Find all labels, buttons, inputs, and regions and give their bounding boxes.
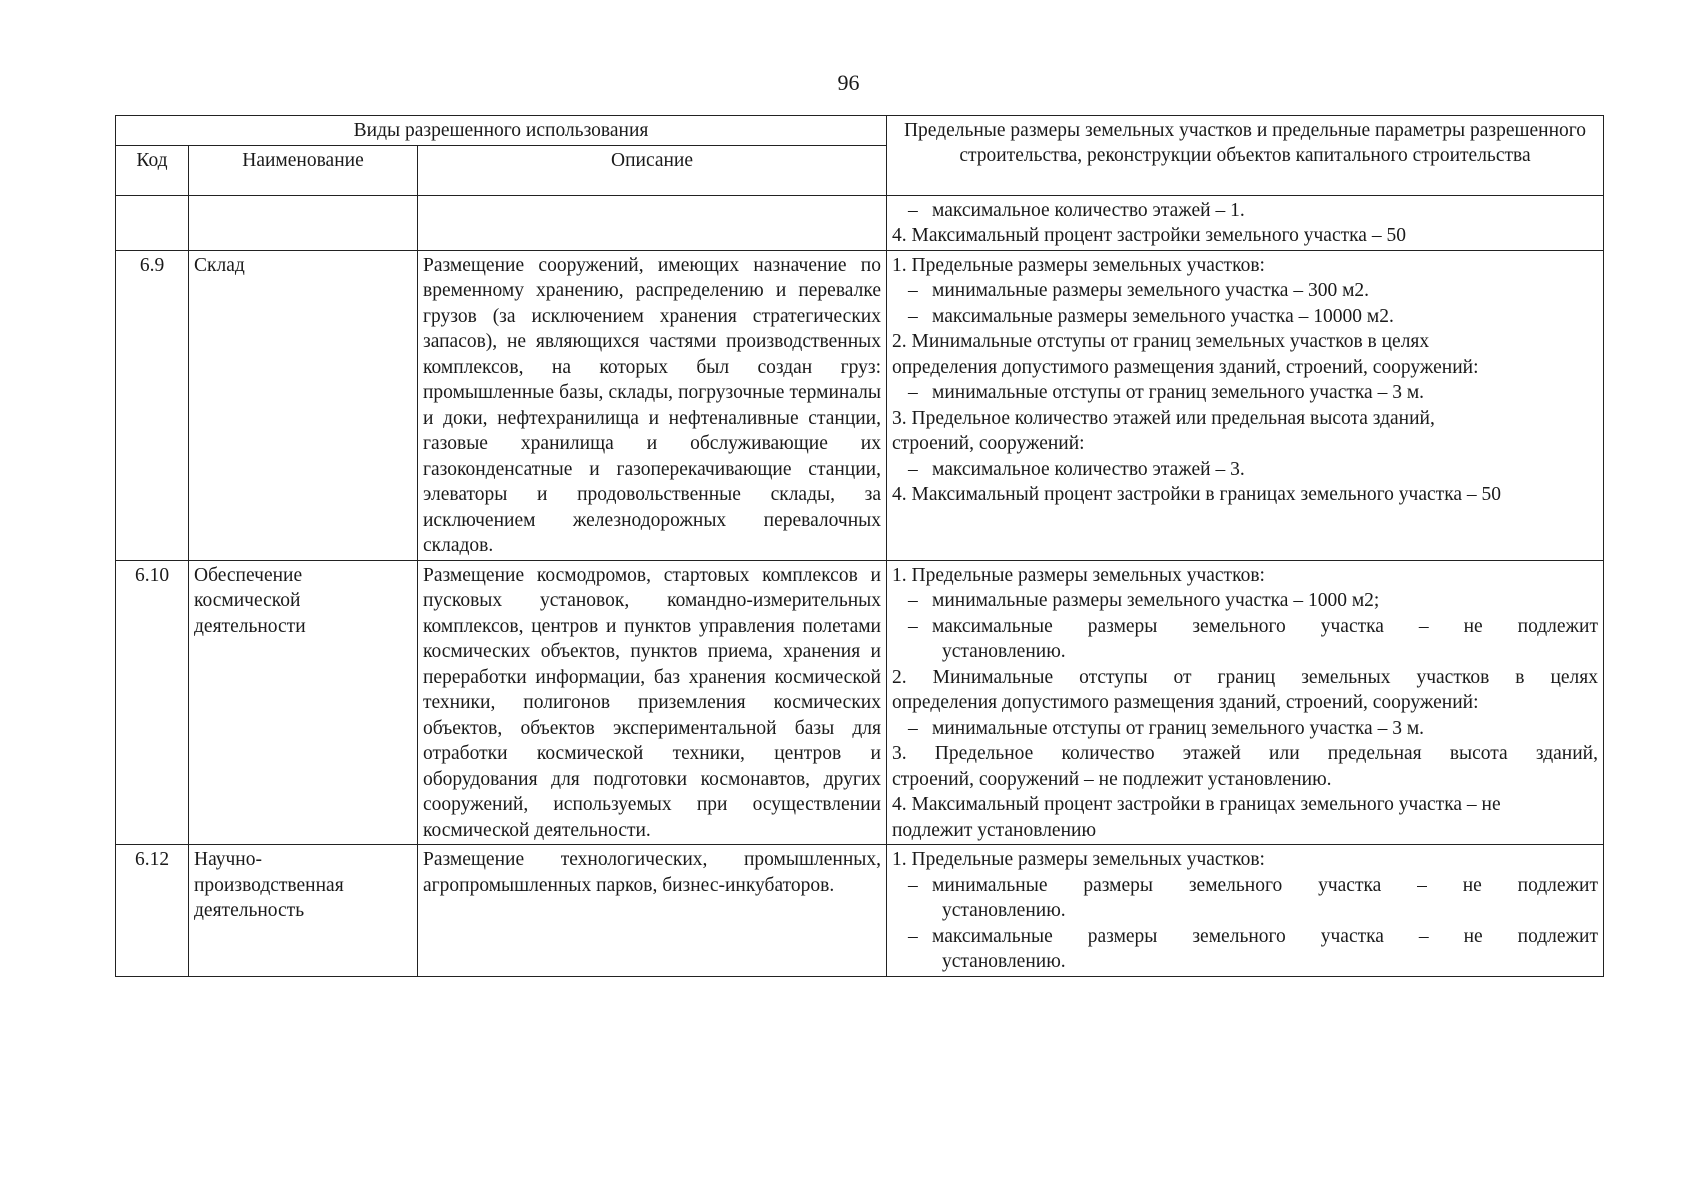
param-item-4: 4. Максимальный процент застройки в границах земельного участка – 50 bbox=[892, 484, 1502, 505]
bullet-item: – максимальные размеры земельного участка – не подлежит bbox=[892, 614, 1598, 640]
param-item-3-cont: строений, сооружений: bbox=[892, 433, 1085, 454]
bullet-item: – минимальные размеры земельного участка – 1000 м2; bbox=[892, 588, 1598, 614]
param-item-4: 4. Максимальный процент застройки земельного участка – 50 bbox=[892, 225, 1406, 246]
param-item-4-cont: подлежит установлению bbox=[892, 819, 1097, 841]
bullet-item: – минимальные отступы от границ земельного участка – 3 м. bbox=[892, 380, 1598, 406]
bullet-item: – минимальные размеры земельного участка – не подлежит bbox=[892, 873, 1598, 899]
bullet-item: – максимальное количество этажей – 3. bbox=[892, 457, 1598, 483]
dash-icon: – bbox=[908, 199, 918, 221]
param-item-1: 1. Предельные размеры земельных участков: bbox=[892, 564, 1265, 586]
param-item-3: 3. Предельное количество этажей или предельная высота зданий, bbox=[892, 743, 1598, 764]
cell-params bbox=[887, 845, 1604, 977]
header-params: Предельные размеры земельных участков и предельные параметры разрешенного строительства, реконструкции объектов капитального строительства bbox=[887, 116, 1604, 196]
param-item-1: 1. Предельные размеры земельных участков: bbox=[892, 254, 1265, 276]
cell-description bbox=[418, 195, 887, 250]
dash-icon: – bbox=[908, 925, 918, 947]
bullet-item: – минимальные отступы от границ земельного участка – 3 м. bbox=[892, 716, 1598, 742]
param-item-3-cont: строений, сооружений – не подлежит установлению. bbox=[892, 768, 1332, 790]
dash-icon: – bbox=[908, 590, 918, 611]
cell-params bbox=[887, 250, 1604, 560]
cell-name bbox=[189, 195, 418, 250]
param-item-3: 3. Предельное количество этажей или предельная высота зданий, bbox=[892, 407, 1435, 429]
cell-name: Склад bbox=[189, 250, 418, 560]
cell-code: 6.10 bbox=[116, 560, 189, 845]
cell-params bbox=[887, 195, 1604, 250]
cell-params bbox=[887, 560, 1604, 845]
page-number: 96 bbox=[837, 70, 860, 95]
land-use-table bbox=[115, 115, 1604, 977]
table-row-6-9 bbox=[116, 250, 1604, 560]
cell-description: Размещение сооружений, имеющих назначение по временному хранению, распределению и перевалке грузов (за исключением хранения стратегических запасов), не являющихся частями производственных комплексов, на которых был создан груз: промышленные базы, склады, погрузочные терминалы и доки, нефтехранилища и нефтеналивные станции, газовые хранилища и обслуживающие их газоконденсатные и газоперекачивающие станции, элеваторы и продовольственные склады, за исключением железнодорожных перевалочных складов. bbox=[418, 250, 887, 560]
dash-icon: – bbox=[908, 280, 918, 301]
header-row-1 bbox=[116, 116, 1604, 146]
header-name: Наименование bbox=[189, 145, 418, 195]
bullet-item-cont: установлению. bbox=[942, 951, 1066, 972]
bullet-item: – максимальные размеры земельного участка – не подлежит bbox=[892, 924, 1598, 950]
dash-icon: – bbox=[908, 717, 918, 739]
cell-description: Размещение технологических, промышленных, агропромышленных парков, бизнес-инкубаторов. bbox=[418, 845, 887, 977]
bullet-item: – максимальное количество этажей – 1. bbox=[892, 198, 1598, 224]
cell-code: 6.12 bbox=[116, 845, 189, 977]
cell-name: Научно-производственная деятельность bbox=[189, 845, 418, 977]
cell-code: 6.9 bbox=[116, 250, 189, 560]
param-item-4: 4. Максимальный процент застройки в границах земельного участка – не bbox=[892, 794, 1501, 815]
table-row-6-12 bbox=[116, 845, 1604, 977]
header-description: Описание bbox=[418, 145, 887, 195]
header-group-title: Виды разрешенного использования bbox=[116, 116, 887, 146]
header-code: Код bbox=[116, 145, 189, 195]
param-item-2-cont: определения допустимого размещения зданий, строений, сооружений: bbox=[892, 692, 1479, 713]
dash-icon: – bbox=[908, 458, 918, 480]
dash-icon: – bbox=[908, 305, 918, 327]
bullet-item-cont: установлению. bbox=[942, 900, 1066, 921]
bullet-item-cont: установлению. bbox=[942, 641, 1066, 662]
table-row-6-10 bbox=[116, 560, 1604, 845]
table-row-continuation bbox=[116, 195, 1604, 250]
cell-description: Размещение космодромов, стартовых комплексов и пусковых установок, командно-измерительных комплексов, центров и пунктов управления полетами космических объектов, пунктов приема, хранения и переработки информации, баз хранения космической техники, полигонов приземления космических объектов, объектов экспериментальной базы для отработки космической техники, центров и оборудования для подготовки космонавтов, других сооружений, используемых при осуществлении космической деятельности. bbox=[418, 560, 887, 845]
bullet-item: – максимальные размеры земельного участка – 10000 м2. bbox=[892, 304, 1598, 330]
bullet-item: – минимальные размеры земельного участка – 300 м2. bbox=[892, 278, 1598, 304]
param-item-2-cont: определения допустимого размещения зданий, строений, сооружений: bbox=[892, 356, 1479, 378]
dash-icon: – bbox=[908, 874, 918, 896]
param-item-1: 1. Предельные размеры земельных участков: bbox=[892, 849, 1265, 870]
param-item-2: 2. Минимальные отступы от границ земельных участков в целях bbox=[892, 666, 1598, 688]
param-item-2: 2. Минимальные отступы от границ земельных участков в целях bbox=[892, 331, 1430, 352]
cell-code bbox=[116, 195, 189, 250]
cell-name: Обеспечение космической деятельности bbox=[189, 560, 418, 845]
dash-icon: – bbox=[908, 382, 918, 403]
dash-icon: – bbox=[908, 615, 918, 637]
